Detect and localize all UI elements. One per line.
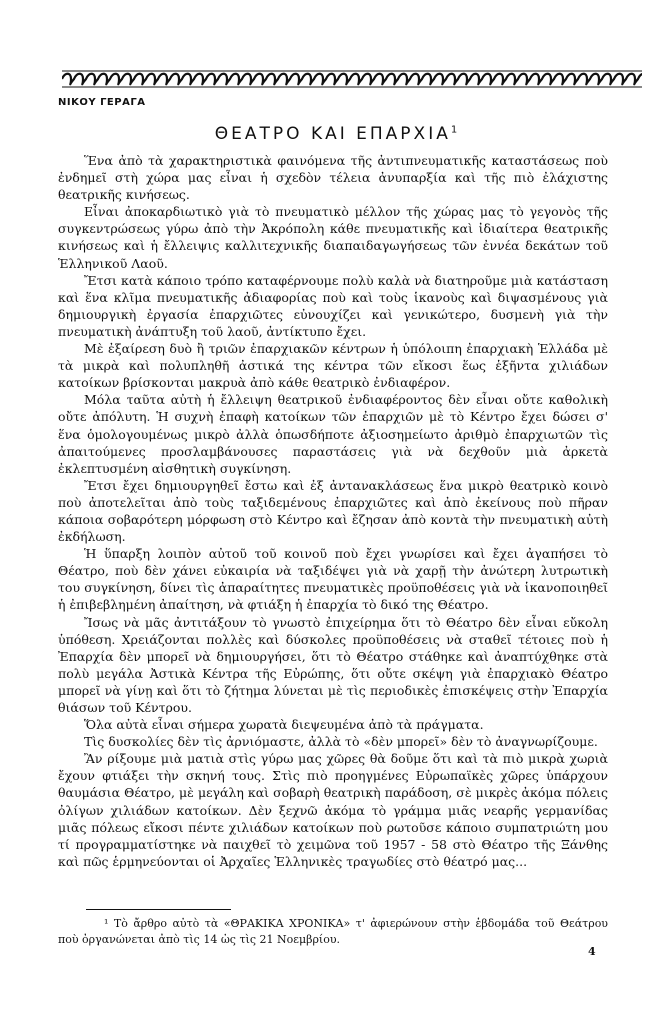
paragraph: Ἔτσι ἔχει δημιουργηθεῖ ἔστω καὶ ἐξ ἀντανακλάσεως ἕνα μικρὸ θεατρικὸ κοινὸ ποὺ ἀποτελεῖται ἀπὸ τοὺς ταξιδεμένους ἐπαρχιῶτες καὶ ἀπὸ ἐκείνους ποὺ πῆραν κάποια σοβαρότερη μόρφωση στὸ Κέντρο καὶ ἔζησαν ἀπὸ κοντὰ τὴν πνευματικὴ αὐτὴ ἐκδήλωση. — [58, 477, 608, 545]
paragraph: Μόλα ταῦτα αὐτὴ ἡ ἔλλειψη θεατρικοῦ ἐνδιαφέροντος δὲν εἶναι οὔτε καθολικὴ οὔτε ἀπόλυτη. Ἡ συχνὴ ἐπαφὴ κατοίκων τῶν ἐπαρχιῶν μὲ τὸ Κέντρο ἔχει δώσει σ' ἕνα ὁμολογουμένως μικρὸ ἀλλὰ ὁπωσδήποτε ἀξιοσημείωτο ἀριθμὸ ἐπαρχιωτῶν τὶς ἀπαιτούμενες προσλαμβάνουσες παραστάσεις γιὰ νὰ δεχθοῦν μιὰ ἀρκετὰ ἐκλεπτυσμένη αἰσθητικὴ συγκίνηση. — [58, 392, 608, 476]
footnote-divider — [86, 909, 231, 910]
paragraph: Μὲ ἐξαίρεση δυὸ ἢ τριῶν ἐπαρχιακῶν κέντρων ἡ ὑπόλοιπη ἐπαρχιακὴ Ἑλλάδα μὲ τὰ μικρὰ καὶ πολυπληθῆ ἀστικά της κέντρα τῶν εἴκοσι ἕως ἑξῆντα χιλιάδων κατοίκων βρίσκονται μακρυὰ ἀπὸ κάθε θεατρικὸ ἐνδιαφέρον. — [58, 341, 608, 391]
paragraph: Ἔτσι κατὰ κάποιο τρόπο καταφέρνουμε πολὺ καλὰ νὰ διατηροῦμε μιὰ κατάσταση καὶ ἕνα κλῖμα πνευματικῆς ἀδιαφορίας ποὺ καὶ τοὺς ἱκανοὺς καὶ διψασμένους γιὰ δημιουργικὴ ἐργασία ἐπαρχιῶτες εὐνουχίζει καὶ γενικώτερο, δυσμενὴ γιὰ τὴν πνευματικὴ ἀνάπτυξη τοῦ λαοῦ, ἀντίκτυπο ἔχει. — [58, 272, 608, 339]
author-name: ΝΙΚΟΥ ΓΕΡΑΓΑ — [58, 97, 146, 108]
paragraph: Τὶς δυσκολίες δὲν τὶς ἀρνιόμαστε, ἀλλὰ τὸ «δὲν μπορεῖ» δὲν τὸ ἀναγνωρίζουμε. — [84, 734, 598, 750]
paragraph: Ἡ ὕπαρξη λοιπὸν αὐτοῦ τοῦ κοινοῦ ποὺ ἔχει γνωρίσει καὶ ἔχει ἀγαπήσει τὸ Θέατρο, ποὺ δὲν χάνει εὐκαιρία νὰ ταξιδέψει γιὰ νὰ χαρῇ τὴν ἀνώτερη λυτρωτικὴ του συγκίνηση, δίνει τὶς ἀπαραίτητες πνευματικὲς προϋποθέσεις γιὰ νὰ ἱκανοποιηθεῖ ἡ ἐπιβεβλημένη ἀπαίτηση, νὰ φτιάξη ἡ ἐπαρχία τὸ δικό της Θέατρο. — [58, 546, 608, 613]
page-number: 4 — [588, 945, 596, 958]
paragraph: Ὅλα αὐτὰ εἶναι σήμερα χωρατὰ διεψευμένα ἀπὸ τὰ πράγματα. — [84, 717, 484, 733]
wave-ornament — [62, 70, 642, 88]
paragraph: Ἕνα ἀπὸ τὰ χαρακτηριστικὰ φαινόμενα τῆς ἀντιπνευματικῆς καταστάσεως ποὺ ἐνδημεῖ στὴ χώρα μας εἶναι ἡ σχεδὸν τέλεια ἀνυπαρξία καὶ τῆς πιὸ ἐλάχιστης θεατρικῆς κινήσεως. — [58, 153, 608, 203]
title-footnote-mark: 1 — [450, 124, 458, 136]
decorative-border — [62, 70, 642, 88]
paragraph: Εἶναι ἀποκαρδιωτικὸ γιὰ τὸ πνευματικὸ μέλλον τῆς χώρας μας τὸ γεγονὸς τῆς συγκεντρώσεως γύρω ἀπὸ τὴν Ἀκρόπολη κάθε πνευματικῆς καὶ ἰδιαίτερα θεατρικῆς κινήσεως καὶ ἡ ἔλλειψις καλλιτεχνικῆς διαπαιδαγωγήσεως τῶν ἐννέα δεκάτων τοῦ Ἑλληνικοῦ Λαοῦ. — [58, 204, 608, 271]
paragraph: Ἂν ρίξουμε μιὰ ματιὰ στὶς γύρω μας χῶρες θὰ δοῦμε ὅτι καὶ τὰ πιὸ μικρὰ χωριὰ ἔχουν φτιάξει τὴν σκηνή τους. Στὶς πιὸ προηγμένες Εὐρωπαϊκὲς χῶρες ὑπάρχουν θαυμάσια Θέατρο, μὲ μεγάλη καὶ σοβαρὴ θεατρικὴ παράδοση, σὲ μικρὲς ἀκόμα πόλεις ὀλίγων χιλιάδων κατοίκων. Δὲν ξεχνῶ ἀκόμα τὸ γράμμα μιᾶς νεαρῆς γερμανίδας μιᾶς πόλεως εἴκοσι πέντε χιλιάδων κατοίκων ποὺ ρωτοῦσε κάποιο συμπατριώτη μου τί προγραμματίστηκε νὰ παιχθεῖ τὸ χειμῶνα τοῦ 1957 - 58 στὸ Θέατρο τῆς Ξάνθης καὶ πῶς ἑρμηνεύονται οἱ Ἀρχαῖες Ἑλληνικὲς τραγωδίες στὸ θέατρό μας... — [58, 751, 608, 869]
title-text: ΘΕΑΤΡΟ ΚΑΙ ΕΠΑΡΧΙΑ — [214, 124, 451, 144]
paragraph: Ἴσως νὰ μᾶς ἀντιτάξουν τὸ γνωστὸ ἐπιχείρημα ὅτι τὸ Θέατρο δὲν εἶναι εὔκολη ὑπόθεση. Χρειάζονται πολλὲς καὶ δύσκολες προϋποθέσεις νὰ σταθεῖ τέτοιες ποὺ ἡ Ἐπαρχία δὲν μπορεῖ νὰ δημιουργήσει, ὅτι τὸ Θέατρο στάθηκε καὶ ἀναπτύχθηκε στὰ πολὺ μεγάλα Ἀστικὰ Κέντρα τῆς Εὐρώπης, ὅτι οὔτε σκέψη γιὰ ἐπαρχιακὸ Θέατρο μπορεῖ νὰ γίνῃ καὶ ὅτι τὸ ζήτημα λύνεται μὲ τὶς περιοδικὲς ἐπισκέψεις στὴν Ἐπαρχία θιάσων τοῦ Κέντρου. — [58, 614, 608, 715]
article-title — [0, 124, 672, 144]
footnote: ¹ Τὸ ἄρθρο αὐτὸ τὰ «ΘΡΑΚΙΚΑ ΧΡΟΝΙΚΑ» τ' ἀφιερώνουν στὴν ἑβδομάδα τοῦ Θεάτρου ποὺ ὀργανώνεται ἀπὸ τὶς 14 ὡς τὶς 21 Νοεμβρίου. — [58, 917, 608, 946]
article-body — [58, 152, 608, 870]
